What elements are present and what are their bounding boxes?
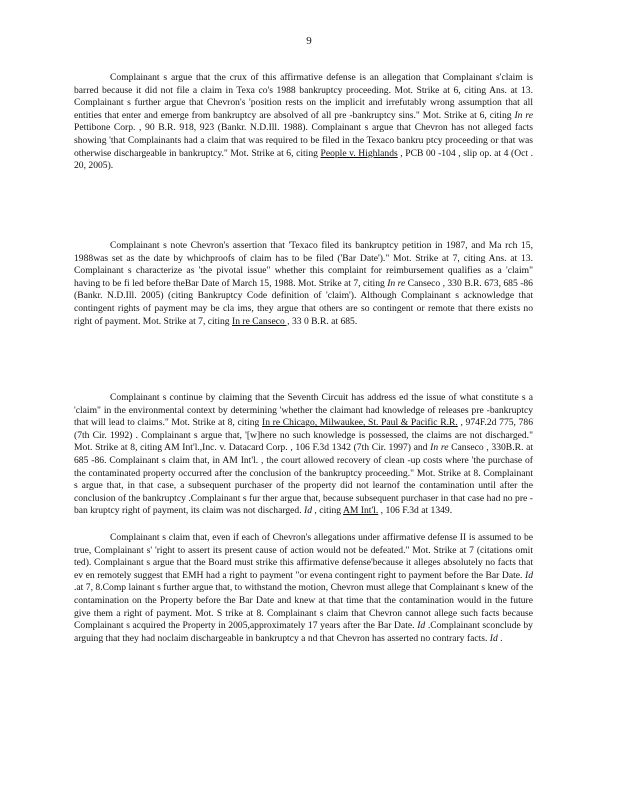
text-run: In re Chicago, Milwaukee, St. Paul & Pacific R.R. [262,417,458,429]
text-run: Complainant s argue that the crux of this affirmative defense is an allegation that Complainant s'claim is barred because it did not file a claim in Texa co's 1988 bankruptcy proceeding. Mot. Strike at 6, citing Ans. at 13. Complainant s further argue that Chevron's 'position rests on the implicit and irrefutably wrong assumption that all entities that enter and emerge from bankruptcy are absolved of all pre -bankruptcy sins." Mot. Strike at 6, citing [74,72,533,121]
text-run: .at 7, 8.Comp lainant s further argue that, to withstand the motion, Chevron must allege that Complainant s knew of the contamination on the Property before the Bar Date and knew at that time that the contamination would in the future give them a right of payment. Mot. S trike at 8. Complainant s claim that Chevron cannot allege such facts because Complainant s acquired the Property in 2005,approximately 17 years after the Bar Date. [74,582,533,632]
text-run: Complainant s note Chevron's assertion that 'Texaco filed its bankruptcy petition in 1987, and Ma rch 15, 1988was set as the date by whichproofs of claim has to be filed ('Bar Date')." Mot. Strike at 7, citing Ans. at 13. Complainant s characterize as 'the pivotal issue" whether this complaint for reimbursement qualifies as a 'claim" having to be fi led before theBar Date of March 15, 1988. Mot. Strike at 7, citing [74,240,533,289]
text-run: , PCB 00 -104 , slip op. at 4 (Oct . 20, 2005). [74,147,534,172]
page-number: 9 [306,35,312,47]
text-run: Canseco , 330 B.R. 673, 685 -86 (Bankr. N.D.Ill. 2005) (citing Bankruptcy Code definition of 'claim'). Although Complainant s acknowledge that contingent rights of payment may be cla ims, they argue that others are so contingent or remote that there exists no right of payment. Mot. Strike at 7, citing [74,277,533,327]
paragraph-3 [74,392,533,518]
text-run: Id [525,569,533,581]
text-run: . [497,632,503,644]
text-run: Canseco , 330B.R. at 685 -86. Complainant s claim that, in AM Int'l. , the court allowed recovery of clean -up costs where 'the purchase of the contaminated property occurred after the conclusion of the bankruptcy proceeding." Mot. Strike at 8. Complainant s argue that, in that case, a subsequent purchaser of the property did not learnof the contamination until after the conclusion of the bankruptcy .Complainant s fur ther argue that, because subsequent purchaser in that case had no pre -ban kruptcy right of payment, its claim was not discharged. [74,442,533,517]
text-run: Id [489,632,498,644]
text-run: Id [304,505,313,517]
text-run: In re [387,277,406,289]
text-run: In re Canseco , [232,315,290,327]
text-run: Pettibone Corp. , 90 B.R. 918, 923 (Bankr. N.D.Ill. 1988). Complainant s argue that Chevron has not alleged facts showing 'that Complainants had a claim that was required to be filed in the Texaco bankru ptcy proceeding or that was otherwise dischargeable in bankruptcy." Mot. Strike at 6, citing [74,122,533,159]
text-run: Complainant s continue by claiming that the Seventh Circuit has address ed the issue of what constitute s a 'claim" in the environmental context by determining 'whether the claimant had knowledge of releases pre -bankruptcy that will lead to claims." Mot. Strike at 8, citing [74,392,533,429]
text-run: .Complainant sconclude by arguing that they had noclaim dischargeable in bankruptcy a nd that Chevron has asserted no contrary facts. [74,620,533,644]
text-run: In re [430,442,449,454]
text-run: AM Int'l. [342,505,379,517]
text-run: Complainant s claim that, even if each of Chevron's allegations under affirmative defense II is assumed to be true, Complainant s' 'right to assert its present cause of action would not be defeated." Mot. Strike at 7 (citations omit ted). Complainant s argue that the Board must strike this affirmative defense'because it alleges absolutely no facts that ev en remotely suggest that EMH had a right to payment "or evena contingent right to payment before the Bar Date. [74,532,533,581]
paragraph-4 [74,532,533,645]
text-run: People v. Highlands [320,147,398,159]
paragraph-1 [74,72,533,173]
paragraph-2 [74,240,533,328]
text-run: , citing [312,505,343,517]
text-run: Id [417,620,426,632]
text-run: , 106 F.3d at 1349. [378,505,453,517]
text-run: , 974F.2d 775, 786 (7th Cir. 1992) . Complainant s argue that, '[w]here no such knowledge is possessed, the claims are not discharged." Mot. Strike at 8, citing AM Int'l.,Inc. v. Datacard Corp. , 106 F.3d 1342 (7th Cir. 1997) and [74,417,533,454]
text-run: 33 0 B.R. at 685. [289,315,358,327]
text-run: In re [514,109,533,121]
